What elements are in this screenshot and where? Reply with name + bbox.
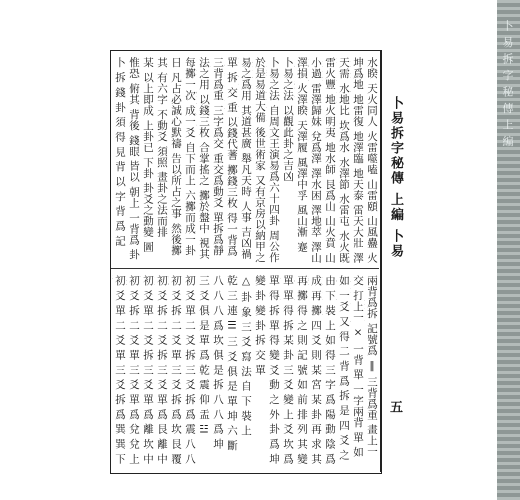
upper-text-column: 法之用 以錢三枚 合掌搖之 擲於盤中 視其	[198, 57, 210, 260]
upper-text-column: 某 以上即成 上卦已 下卦 卦爻之動變 圖	[142, 57, 154, 253]
lower-text-column: 變 卦 變 卦 拆 交 單	[254, 275, 266, 376]
upper-text-column: 三背爲重 三字爲交 重交爲動爻 單拆爲靜	[212, 57, 224, 256]
upper-text-column: 卜易之法 自周文王演易爲六十四卦 周公作	[268, 57, 280, 263]
lower-text-column: 初 爻 拆 二 爻 單 三 爻 拆 爲 坎 艮 覆	[170, 275, 182, 465]
upper-text-column: 於是易道大備 後世術家 又有京房以納甲之	[254, 57, 266, 263]
lower-text-column: 三 爻 俱 是 單 爲 乾 震 仰 盂 ☳	[198, 275, 210, 436]
lower-text-column: 單 得 拆 單 得 變 爻 動 之 外 卦 爲 坤	[268, 275, 280, 465]
upper-text-column: 天需 水地比 坎爲水 水澤節 水雷屯 水火既	[338, 57, 350, 264]
lower-text-column: 八 八 八 爲 坎 俱 是 拆 八 八 爲 坤	[212, 275, 224, 450]
spine-text: 卜 易 拆 字 秘 傳 上 編	[501, 20, 514, 148]
lower-text-column: 初 爻 單 二 爻 拆 三 爻 單 爲 離 坎 中	[142, 275, 154, 465]
upper-text-column: 水睽 天火同人 火雷噬嗑 山雷頤 山風蠱 火	[366, 57, 378, 264]
upper-text-column: 卜易之法 以觀此卦之吉凶	[282, 57, 294, 182]
lower-text-column: 如 一爻 又 得 二 背 爲 拆 是 四 爻 之	[338, 275, 350, 461]
lower-text-column: 成 再 擲 四 爻 則 某 宮 某 卦 再 求 其	[310, 275, 322, 465]
lower-text-column: 初 爻 拆 二 爻 拆 三 爻 單 爲 艮 離 中	[156, 275, 168, 465]
page-header: 卜易拆字秘傳 上編 卜易	[388, 96, 403, 260]
lower-text-column: 交 打上一 × 一背 單 一字兩背 單 如	[352, 275, 364, 458]
upper-text-column: 每擲一次 成一爻 自下而上 六擲而成一卦	[184, 57, 196, 256]
lower-text-column: 兩背爲拆 記號爲 ‖ 三背爲重 畫上一	[366, 275, 378, 457]
margin-rule	[380, 50, 381, 472]
lower-text-column: 初 爻 拆 二 爻 單 三 爻 單 爲 兌 兌 上	[128, 275, 140, 465]
section-divider	[111, 268, 379, 269]
lower-text-column: 再 擲 得 之 則 記 號 如 前 排 列 其 變	[296, 275, 308, 465]
upper-text-column: 坤爲地 地雷復 地澤臨 地天泰 雷天大壯 澤	[352, 57, 364, 264]
upper-text-column: 雷火豐 地火明夷 地水師 艮爲山 山火賁 山	[324, 57, 336, 264]
lower-text-column: 單 單 得 拆 某 卦 三 爻 變 上 爻 坎 爲	[282, 275, 294, 465]
upper-text-column: 其 有六字 不動爻 須照 畫卦之法而排	[156, 57, 168, 238]
lower-text-column: 初 爻 單 二 爻 單 三 爻 拆 爲 巽 巽 下	[114, 275, 126, 465]
upper-text-column: 單 拆 交 重 以錢代蓍 擲錢三枚 得一背爲	[226, 57, 238, 257]
lower-text-column: 由 下 裝 上 如 得 三 字 爲 陽 動 陰 爲	[324, 275, 336, 465]
page-number: 五	[387, 400, 402, 413]
upper-text-column: 惟恐 俯其 背後 錢眼 皆以 朝上 一背爲 卦	[128, 57, 140, 260]
lower-text-column: △ 卦 象 三 爻 寫 法 自 下 裝 上	[240, 275, 252, 436]
lower-text-column: 初 爻 單 二 爻 拆 三 爻 拆 爲 震 八 八	[184, 275, 196, 465]
upper-text-column: 卜 拆 錢 卦 須 得 見 背 以 字 背 爲 記	[114, 57, 126, 247]
upper-text-column: 易之爲用 其道甚廣 舉凡天時 人事 吉凶禍	[240, 57, 252, 260]
lower-text-column: 乾 三 連 ☰ 三 爻 俱 是 單 坤 六 斷	[226, 275, 238, 451]
upper-text-column: 澤損 火澤睽 天澤履 風澤中孚 風山漸 蹇	[296, 57, 308, 253]
upper-text-column: 日 凡占必誠心默禱 告以所占之事 然後擲	[170, 57, 182, 256]
upper-text-column: 小過 雷澤歸妹 兌爲澤 澤水困 澤地萃 澤山	[310, 57, 322, 264]
